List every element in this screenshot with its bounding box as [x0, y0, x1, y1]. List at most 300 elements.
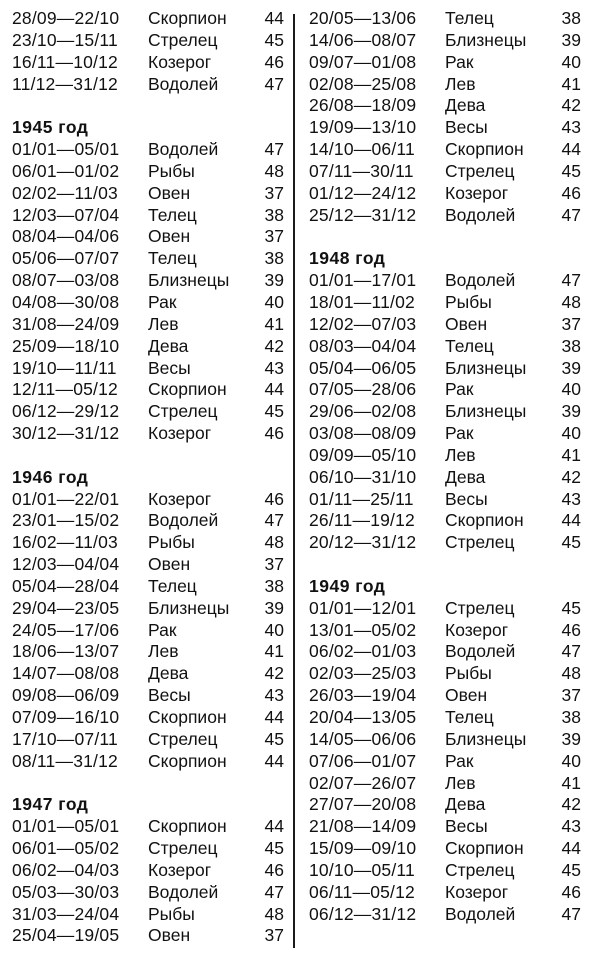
date-range: 07/05—28/06: [309, 379, 417, 400]
date-range: 23/01—15/02: [12, 510, 120, 531]
date-range: 08/11—31/12: [12, 750, 118, 771]
sign-number: 47: [264, 510, 284, 531]
table-row: [309, 270, 581, 292]
zodiac-sign: Весы: [445, 117, 488, 138]
zodiac-sign: Водолей: [445, 641, 516, 662]
table-row: [12, 904, 284, 926]
table-row: [309, 401, 581, 423]
date-range: 01/01—05/01: [12, 139, 120, 160]
date-range: 23/10—15/11: [12, 29, 118, 50]
date-range: 01/11—25/11: [309, 488, 414, 509]
zodiac-sign: Дева: [445, 794, 486, 815]
date-range: 21/08—14/09: [309, 816, 417, 837]
sign-number: 45: [264, 728, 284, 749]
zodiac-sign: Близнецы: [148, 270, 230, 291]
date-range: 04/08—30/08: [12, 291, 120, 312]
sign-number: 38: [561, 335, 581, 356]
sign-number: 40: [561, 379, 581, 400]
table-row: [12, 8, 284, 30]
zodiac-sign: Овен: [445, 685, 488, 706]
sign-number: 42: [561, 95, 581, 116]
date-range: 06/10—31/10: [309, 466, 417, 487]
sign-number: 40: [264, 291, 284, 312]
zodiac-sign: Рак: [148, 619, 177, 640]
table-row: [12, 30, 284, 52]
table-row: [309, 816, 581, 838]
table-row: [12, 183, 284, 205]
zodiac-sign: Рыбы: [148, 903, 195, 924]
zodiac-sign: Телец: [148, 575, 197, 596]
sign-number: 46: [561, 619, 581, 640]
sign-number: 37: [561, 313, 581, 334]
sign-number: 39: [264, 597, 284, 618]
sign-number: 45: [264, 838, 284, 859]
date-range: 16/11—10/12: [12, 51, 118, 72]
table-row: [12, 489, 284, 511]
zodiac-sign: Близнецы: [445, 357, 527, 378]
zodiac-sign: Весы: [148, 685, 191, 706]
sign-number: 44: [561, 838, 581, 859]
date-range: 02/08—25/08: [309, 73, 417, 94]
table-row: [309, 336, 581, 358]
table-row: [309, 620, 581, 642]
date-range: 05/04—28/04: [12, 575, 120, 596]
table-row: [12, 510, 284, 532]
sign-number: 45: [264, 401, 284, 422]
date-range: 24/05—17/06: [12, 619, 120, 640]
sign-number: 38: [561, 707, 581, 727]
zodiac-sign: Овен: [148, 226, 191, 247]
table-row: [12, 139, 284, 161]
date-range: 17/10—07/11: [12, 728, 118, 749]
zodiac-sign: Телец: [148, 248, 197, 269]
table-row: [12, 401, 284, 423]
table-row: [12, 707, 284, 729]
date-range: 05/06—07/07: [12, 248, 120, 269]
right-column: [309, 8, 581, 925]
date-range: 12/11—05/12: [12, 379, 118, 400]
zodiac-sign: Дева: [445, 466, 486, 487]
zodiac-sign: Близнецы: [445, 401, 527, 422]
date-range: 12/03—04/04: [12, 554, 120, 575]
zodiac-sign: Стрелец: [148, 838, 218, 859]
zodiac-sign: Скорпион: [445, 838, 524, 859]
table-row: [12, 729, 284, 751]
zodiac-sign: Весы: [148, 357, 191, 378]
sign-number: 46: [561, 182, 581, 203]
sign-number: 38: [264, 248, 284, 269]
table-row: [12, 423, 284, 445]
zodiac-sign: Водолей: [445, 903, 516, 924]
zodiac-sign: Скорпион: [445, 139, 524, 160]
zodiac-sign: Рак: [445, 379, 474, 400]
table-row: [309, 882, 581, 904]
date-range: 06/02—01/03: [309, 641, 417, 662]
zodiac-sign: Стрелец: [445, 160, 515, 181]
table-row: [309, 139, 581, 161]
date-range: 26/11—19/12: [309, 510, 415, 531]
date-range: 19/10—11/11: [12, 357, 117, 378]
date-range: 28/09—22/10: [12, 8, 120, 28]
date-range: 26/03—19/04: [309, 685, 417, 706]
table-row: [12, 838, 284, 860]
zodiac-sign: Скорпион: [148, 816, 227, 837]
sign-number: 38: [561, 8, 581, 28]
date-range: 30/12—31/12: [12, 423, 120, 444]
zodiac-sign: Близнецы: [445, 29, 527, 50]
date-range: 27/07—20/08: [309, 794, 417, 815]
table-row: [309, 74, 581, 96]
date-range: 03/08—08/09: [309, 423, 417, 444]
zodiac-sign: Телец: [445, 8, 494, 28]
sign-number: 47: [561, 270, 581, 291]
date-range: 26/08—18/09: [309, 95, 417, 116]
table-row: [12, 226, 284, 248]
date-range: 07/06—01/07: [309, 750, 417, 771]
date-range: 14/07—08/08: [12, 663, 120, 684]
zodiac-sign: Овен: [445, 313, 488, 334]
column-divider: [293, 14, 295, 948]
table-row: [12, 816, 284, 838]
table-row: [309, 52, 581, 74]
zodiac-sign: Козерог: [148, 423, 212, 444]
table-row: [12, 205, 284, 227]
zodiac-sign: Телец: [148, 204, 197, 225]
sign-number: 44: [264, 816, 284, 837]
zodiac-sign: Скорпион: [148, 379, 227, 400]
table-row: [309, 467, 581, 489]
sign-number: 48: [561, 291, 581, 312]
date-range: 14/10—06/11: [309, 139, 415, 160]
zodiac-sign: Рыбы: [148, 532, 195, 553]
sign-number: 46: [264, 423, 284, 444]
date-range: 11/12—31/12: [12, 73, 118, 94]
date-range: 20/05—13/06: [309, 8, 417, 28]
date-range: 19/09—13/10: [309, 117, 417, 138]
date-range: 06/12—29/12: [12, 401, 120, 422]
zodiac-sign: Скорпион: [148, 707, 227, 727]
section-spacer: [12, 445, 284, 467]
table-row: [309, 117, 581, 139]
table-row: [12, 641, 284, 663]
date-range: 08/04—04/06: [12, 226, 120, 247]
zodiac-sign: Овен: [148, 925, 191, 946]
table-row: [12, 248, 284, 270]
table-row: [12, 532, 284, 554]
sign-number: 48: [264, 160, 284, 181]
date-range: 08/03—04/04: [309, 335, 417, 356]
sign-number: 43: [264, 357, 284, 378]
sign-number: 40: [561, 51, 581, 72]
sign-number: 37: [561, 685, 581, 706]
date-range: 02/02—11/03: [12, 182, 118, 203]
zodiac-sign: Лев: [148, 641, 179, 662]
zodiac-sign: Стрелец: [148, 401, 218, 422]
date-range: 25/12—31/12: [309, 204, 417, 225]
table-row: [12, 161, 284, 183]
date-range: 01/01—05/01: [12, 816, 120, 837]
table-row: [12, 598, 284, 620]
table-row: [309, 292, 581, 314]
date-range: 18/06—13/07: [12, 641, 120, 662]
table-row: [309, 904, 581, 926]
year-heading: 1946 год: [12, 466, 89, 487]
table-row: [309, 532, 581, 554]
sign-number: 37: [264, 182, 284, 203]
table-row: [309, 95, 581, 117]
date-range: 31/03—24/04: [12, 903, 120, 924]
table-row: [309, 314, 581, 336]
sign-number: 43: [561, 816, 581, 837]
sign-number: 40: [264, 619, 284, 640]
date-range: 06/01—05/02: [12, 838, 120, 859]
date-range: 01/01—22/01: [12, 488, 120, 509]
left-column: [12, 8, 284, 947]
date-range: 18/01—11/02: [309, 291, 415, 312]
zodiac-sign: Лев: [148, 313, 179, 334]
table-row: [12, 925, 284, 947]
date-range: 06/11—05/12: [309, 881, 415, 902]
zodiac-sign: Дева: [148, 335, 189, 356]
date-range: 02/07—26/07: [309, 772, 417, 793]
sign-number: 48: [264, 532, 284, 553]
zodiac-sign: Дева: [445, 95, 486, 116]
date-range: 25/04—19/05: [12, 925, 120, 946]
sign-number: 41: [561, 444, 581, 465]
table-row: [12, 685, 284, 707]
date-range: 12/02—07/03: [309, 313, 417, 334]
sign-number: 46: [264, 51, 284, 72]
date-range: 01/12—24/12: [309, 182, 417, 203]
table-row: [309, 641, 581, 663]
table-row: [309, 751, 581, 773]
sign-number: 45: [561, 160, 581, 181]
sign-number: 47: [561, 641, 581, 662]
zodiac-sign: Водолей: [148, 139, 219, 160]
year-heading: 1949 год: [309, 575, 386, 596]
zodiac-sign: Весы: [445, 488, 488, 509]
zodiac-sign: Стрелец: [445, 597, 515, 618]
sign-number: 42: [264, 335, 284, 356]
table-row: [12, 358, 284, 380]
zodiac-sign: Водолей: [148, 881, 219, 902]
table-row: [12, 292, 284, 314]
table-row: [309, 685, 581, 707]
table-row: [12, 314, 284, 336]
date-range: 06/01—01/02: [12, 160, 120, 181]
zodiac-sign: Овен: [148, 554, 191, 575]
sign-number: 46: [561, 881, 581, 902]
table-row: [309, 707, 581, 729]
date-range: 09/07—01/08: [309, 51, 417, 72]
zodiac-sign: Рак: [445, 51, 474, 72]
date-range: 05/04—06/05: [309, 357, 417, 378]
table-row: [309, 838, 581, 860]
date-range: 29/04—23/05: [12, 597, 120, 618]
table-row: [309, 8, 581, 30]
sign-number: 38: [264, 575, 284, 596]
zodiac-sign: Рыбы: [445, 663, 492, 684]
zodiac-sign: Близнецы: [148, 597, 230, 618]
zodiac-sign: Козерог: [148, 859, 212, 880]
sign-number: 39: [264, 270, 284, 291]
sign-number: 41: [561, 73, 581, 94]
sign-number: 43: [561, 488, 581, 509]
section-spacer: [309, 226, 581, 248]
table-row: [309, 794, 581, 816]
year-heading: 1948 год: [309, 248, 386, 269]
zodiac-sign: Близнецы: [445, 728, 527, 749]
table-row: [309, 358, 581, 380]
zodiac-sign: Рак: [148, 291, 177, 312]
sign-number: 44: [264, 8, 284, 28]
zodiac-sign: Водолей: [445, 204, 516, 225]
date-range: 05/03—30/03: [12, 881, 120, 902]
zodiac-sign: Овен: [148, 182, 191, 203]
sign-number: 44: [264, 379, 284, 400]
date-range: 08/07—03/08: [12, 270, 120, 291]
zodiac-sign: Весы: [445, 816, 488, 837]
sign-number: 38: [264, 204, 284, 225]
date-range: 29/06—02/08: [309, 401, 417, 422]
sign-number: 42: [561, 794, 581, 815]
zodiac-sign: Водолей: [445, 270, 516, 291]
sign-number: 44: [561, 139, 581, 160]
table-row: [309, 30, 581, 52]
year-heading: 1945 год: [12, 117, 89, 138]
zodiac-sign: Стрелец: [148, 728, 218, 749]
zodiac-sign: Козерог: [445, 182, 509, 203]
date-range: 20/12—31/12: [309, 532, 417, 553]
sign-number: 37: [264, 226, 284, 247]
sign-number: 41: [264, 313, 284, 334]
zodiac-sign: Водолей: [148, 73, 219, 94]
sign-number: 43: [561, 117, 581, 138]
date-range: 09/09—05/10: [309, 444, 417, 465]
sign-number: 40: [561, 750, 581, 771]
sign-number: 45: [561, 597, 581, 618]
date-range: 01/01—17/01: [309, 270, 417, 291]
zodiac-sign: Скорпион: [148, 750, 227, 771]
sign-number: 37: [264, 554, 284, 575]
date-range: 25/09—18/10: [12, 335, 120, 356]
zodiac-sign: Лев: [445, 73, 476, 94]
table-row: [309, 183, 581, 205]
date-range: 06/12—31/12: [309, 903, 417, 924]
sign-number: 48: [561, 663, 581, 684]
sign-number: 47: [264, 881, 284, 902]
date-range: 14/05—06/06: [309, 728, 417, 749]
sign-number: 39: [561, 401, 581, 422]
table-row: [309, 860, 581, 882]
section-spacer: [12, 773, 284, 795]
zodiac-sign: Стрелец: [148, 29, 218, 50]
sign-number: 44: [264, 707, 284, 727]
table-row: [12, 576, 284, 598]
table-row: [309, 510, 581, 532]
zodiac-sign: Телец: [445, 335, 494, 356]
zodiac-sign: Телец: [445, 707, 494, 727]
date-range: 07/11—30/11: [309, 160, 414, 181]
zodiac-sign: Рыбы: [148, 160, 195, 181]
zodiac-sign: Стрелец: [445, 532, 515, 553]
date-range: 01/01—12/01: [309, 597, 417, 618]
table-row: [309, 729, 581, 751]
zodiac-sign: Козерог: [445, 619, 509, 640]
sign-number: 47: [264, 73, 284, 94]
date-range: 06/02—04/03: [12, 859, 120, 880]
table-row: [309, 423, 581, 445]
sign-number: 43: [264, 685, 284, 706]
date-range: 10/10—05/11: [309, 859, 415, 880]
sign-number: 40: [561, 423, 581, 444]
zodiac-sign: Козерог: [148, 51, 212, 72]
sign-number: 44: [561, 510, 581, 531]
table-row: [12, 336, 284, 358]
table-row: [309, 205, 581, 227]
table-row: [12, 74, 284, 96]
sign-number: 45: [561, 532, 581, 553]
table-row: [12, 270, 284, 292]
sign-number: 47: [264, 139, 284, 160]
sign-number: 42: [561, 466, 581, 487]
date-range: 31/08—24/09: [12, 313, 120, 334]
sign-number: 39: [561, 29, 581, 50]
sign-number: 46: [264, 859, 284, 880]
zodiac-sign: Рак: [445, 750, 474, 771]
sign-number: 42: [264, 663, 284, 684]
zodiac-sign: Дева: [148, 663, 189, 684]
table-row: [12, 751, 284, 773]
sign-number: 46: [264, 488, 284, 509]
zodiac-sign: Лев: [445, 772, 476, 793]
table-row: [309, 663, 581, 685]
table-row: [309, 161, 581, 183]
date-range: 12/03—07/04: [12, 204, 120, 225]
zodiac-sign: Рыбы: [445, 291, 492, 312]
zodiac-sign: Рак: [445, 423, 474, 444]
sign-number: 44: [264, 750, 284, 771]
table-row: [12, 379, 284, 401]
date-range: 14/06—08/07: [309, 29, 417, 50]
table-row: [12, 620, 284, 642]
sign-number: 45: [264, 29, 284, 50]
table-row: [309, 379, 581, 401]
sign-number: 48: [264, 903, 284, 924]
zodiac-sign: Козерог: [148, 488, 212, 509]
date-range: 20/04—13/05: [309, 707, 417, 727]
sign-number: 41: [264, 641, 284, 662]
zodiac-sign: Козерог: [445, 881, 509, 902]
section-spacer: [309, 554, 581, 576]
date-range: 16/02—11/03: [12, 532, 118, 553]
sign-number: 47: [561, 903, 581, 924]
zodiac-sign: Скорпион: [445, 510, 524, 531]
table-row: [309, 445, 581, 467]
sign-number: 45: [561, 859, 581, 880]
date-range: 13/01—05/02: [309, 619, 417, 640]
date-range: 15/09—09/10: [309, 838, 417, 859]
table-row: [309, 489, 581, 511]
zodiac-sign: Лев: [445, 444, 476, 465]
table-row: [12, 882, 284, 904]
zodiac-sign: Стрелец: [445, 859, 515, 880]
sign-number: 39: [561, 728, 581, 749]
sign-number: 37: [264, 925, 284, 946]
table-row: [309, 598, 581, 620]
date-range: 02/03—25/03: [309, 663, 417, 684]
section-spacer: [12, 95, 284, 117]
